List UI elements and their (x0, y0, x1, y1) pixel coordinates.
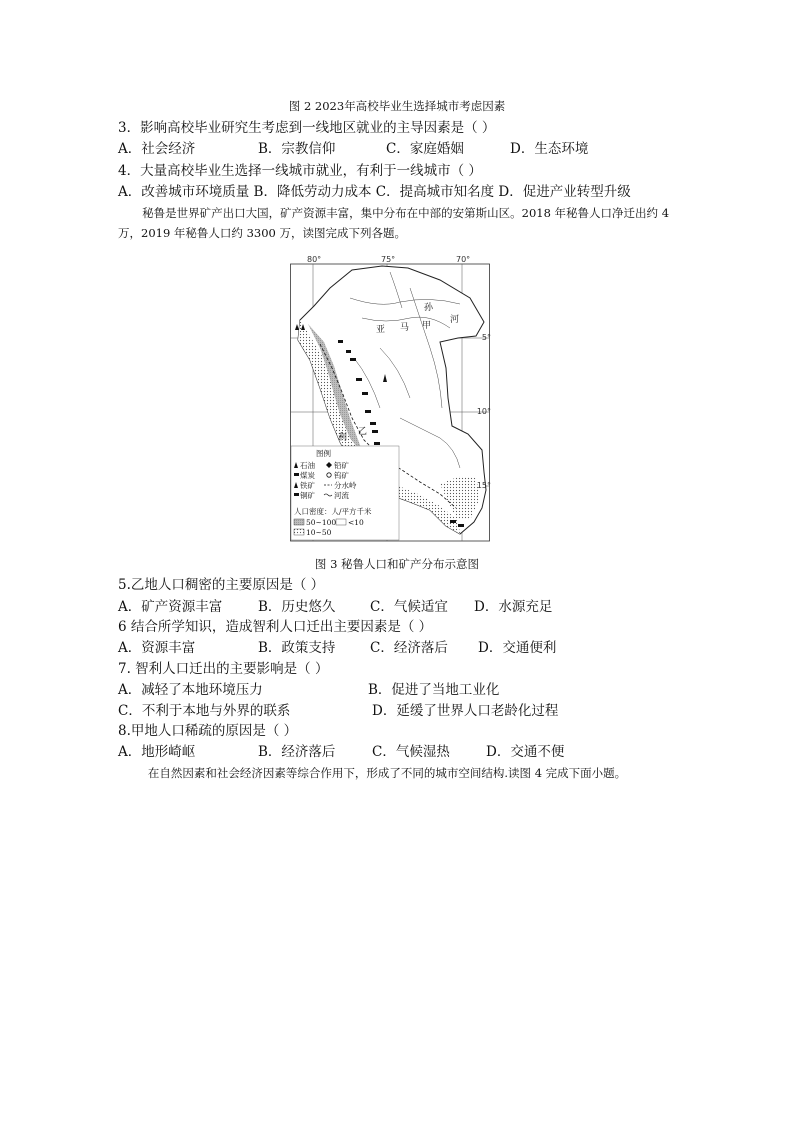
q5-option-b[interactable]: B．历史悠久 (258, 599, 336, 615)
lat-label-10: 10° (476, 407, 491, 416)
q8-option-b[interactable]: B．经济落后 (258, 744, 336, 760)
legend-tungsten: 钨矿 (334, 471, 349, 480)
place-label-jia: 甲 (422, 321, 432, 331)
q3-option-c[interactable]: C．家庭婚姻 (386, 141, 464, 157)
legend-density-title: 人口密度：人/平方千米 (294, 507, 372, 516)
q3-option-a[interactable]: A．社会经济 (118, 141, 196, 157)
q6-option-b[interactable]: B．政策支持 (258, 640, 336, 656)
place-label-li: 利 (338, 433, 348, 443)
legend-density-high: 50~100 (306, 518, 337, 527)
question-6-stem: 6 结合所学知识，造成智利人口迁出主要因素是（ ） (118, 619, 433, 635)
place-label-ya: 亚 (376, 325, 386, 335)
legend-lead: 铅矿 (334, 461, 349, 470)
q6-option-d[interactable]: D．交通便利 (478, 640, 557, 656)
q3-option-b[interactable]: B．宗教信仰 (258, 141, 336, 157)
q7-option-d[interactable]: D．延缓了世界人口老龄化过程 (372, 703, 559, 719)
place-label-ma: 马 (400, 323, 410, 333)
figure-4-intro-paragraph: 在自然因素和社会经济因素等综合作用下，形成了不同的城市空间结构.读图 4 完成下面小题。 (147, 766, 627, 780)
q5-option-c[interactable]: C．气候适宜 (370, 599, 448, 615)
q8-option-a[interactable]: A．地形崎岖 (118, 744, 196, 760)
lon-label-80: 80° (307, 255, 322, 264)
q7-option-a[interactable]: A．减轻了本地环境压力 (118, 682, 263, 698)
lat-label-5: 5° (481, 333, 491, 342)
question-7-stem: 7. 智利人口迁出的主要影响是（ ） (118, 661, 329, 677)
q8-option-c[interactable]: C．气候湿热 (372, 744, 450, 760)
peru-map (290, 255, 491, 542)
legend-coal: 煤炭 (300, 471, 315, 480)
legend-copper: 铜矿 (300, 491, 315, 500)
figure-2-caption: 图 2 2023年高校毕业生选择城市考虑因素 (288, 99, 506, 113)
legend-river: 河流 (334, 491, 349, 500)
q3-option-d[interactable]: D．生态环境 (510, 141, 589, 157)
map-legend (291, 446, 399, 540)
peru-intro-paragraph: 秘鲁是世界矿产出口大国，矿产资源丰富，集中分布在中部的安第斯山区。2018 年秘鲁人口净迁出约 4 万，2019 年秘鲁人口约 3300 万，读图完成下列各题。 (118, 206, 670, 240)
q4-options[interactable]: A．改善城市环境质量 B．降低劳动力成本 C．提高城市知名度 D．促进产业转型升级 (118, 184, 631, 200)
q5-option-d[interactable]: D．水源充足 (474, 599, 553, 615)
q6-option-c[interactable]: C．经济落后 (370, 640, 448, 656)
question-5-stem: 5.乙地人口稠密的主要原因是（ ） (118, 577, 325, 593)
q7-option-c[interactable]: C．不利于本地与外界的联系 (118, 703, 291, 719)
legend-oil: 石油 (300, 461, 315, 470)
place-label-yi: 乙 (358, 427, 368, 437)
legend-title: 图例 (316, 449, 331, 458)
lat-label-15: 15° (476, 481, 491, 490)
lon-label-70: 70° (456, 255, 471, 264)
legend-density-low: <10 (348, 518, 364, 527)
lon-label-75: 75° (381, 255, 396, 264)
question-8-stem: 8.甲地人口稀疏的原因是（ ） (118, 723, 298, 739)
figure-3-caption: 图 3 秘鲁人口和矿产分布示意图 (314, 557, 480, 571)
question-3-stem: 3．影响高校毕业研究生考虑到一线地区就业的主导因素是（ ） (118, 120, 496, 136)
q7-option-b[interactable]: B．促进了当地工业化 (368, 682, 500, 698)
question-4-stem: 4．大量高校毕业生选择一线城市就业，有利于一线城市（ ） (118, 163, 482, 179)
legend-watershed: 分水岭 (334, 481, 357, 490)
q8-option-d[interactable]: D．交通不便 (486, 744, 565, 760)
q6-option-a[interactable]: A．资源丰富 (118, 640, 196, 656)
legend-iron: 铁矿 (300, 481, 315, 490)
place-label-he: 河 (450, 315, 460, 325)
place-label-sun: 孙 (424, 303, 434, 313)
q5-option-a[interactable]: A．矿产资源丰富 (118, 599, 223, 615)
legend-density-mid: 10~50 (306, 528, 332, 537)
